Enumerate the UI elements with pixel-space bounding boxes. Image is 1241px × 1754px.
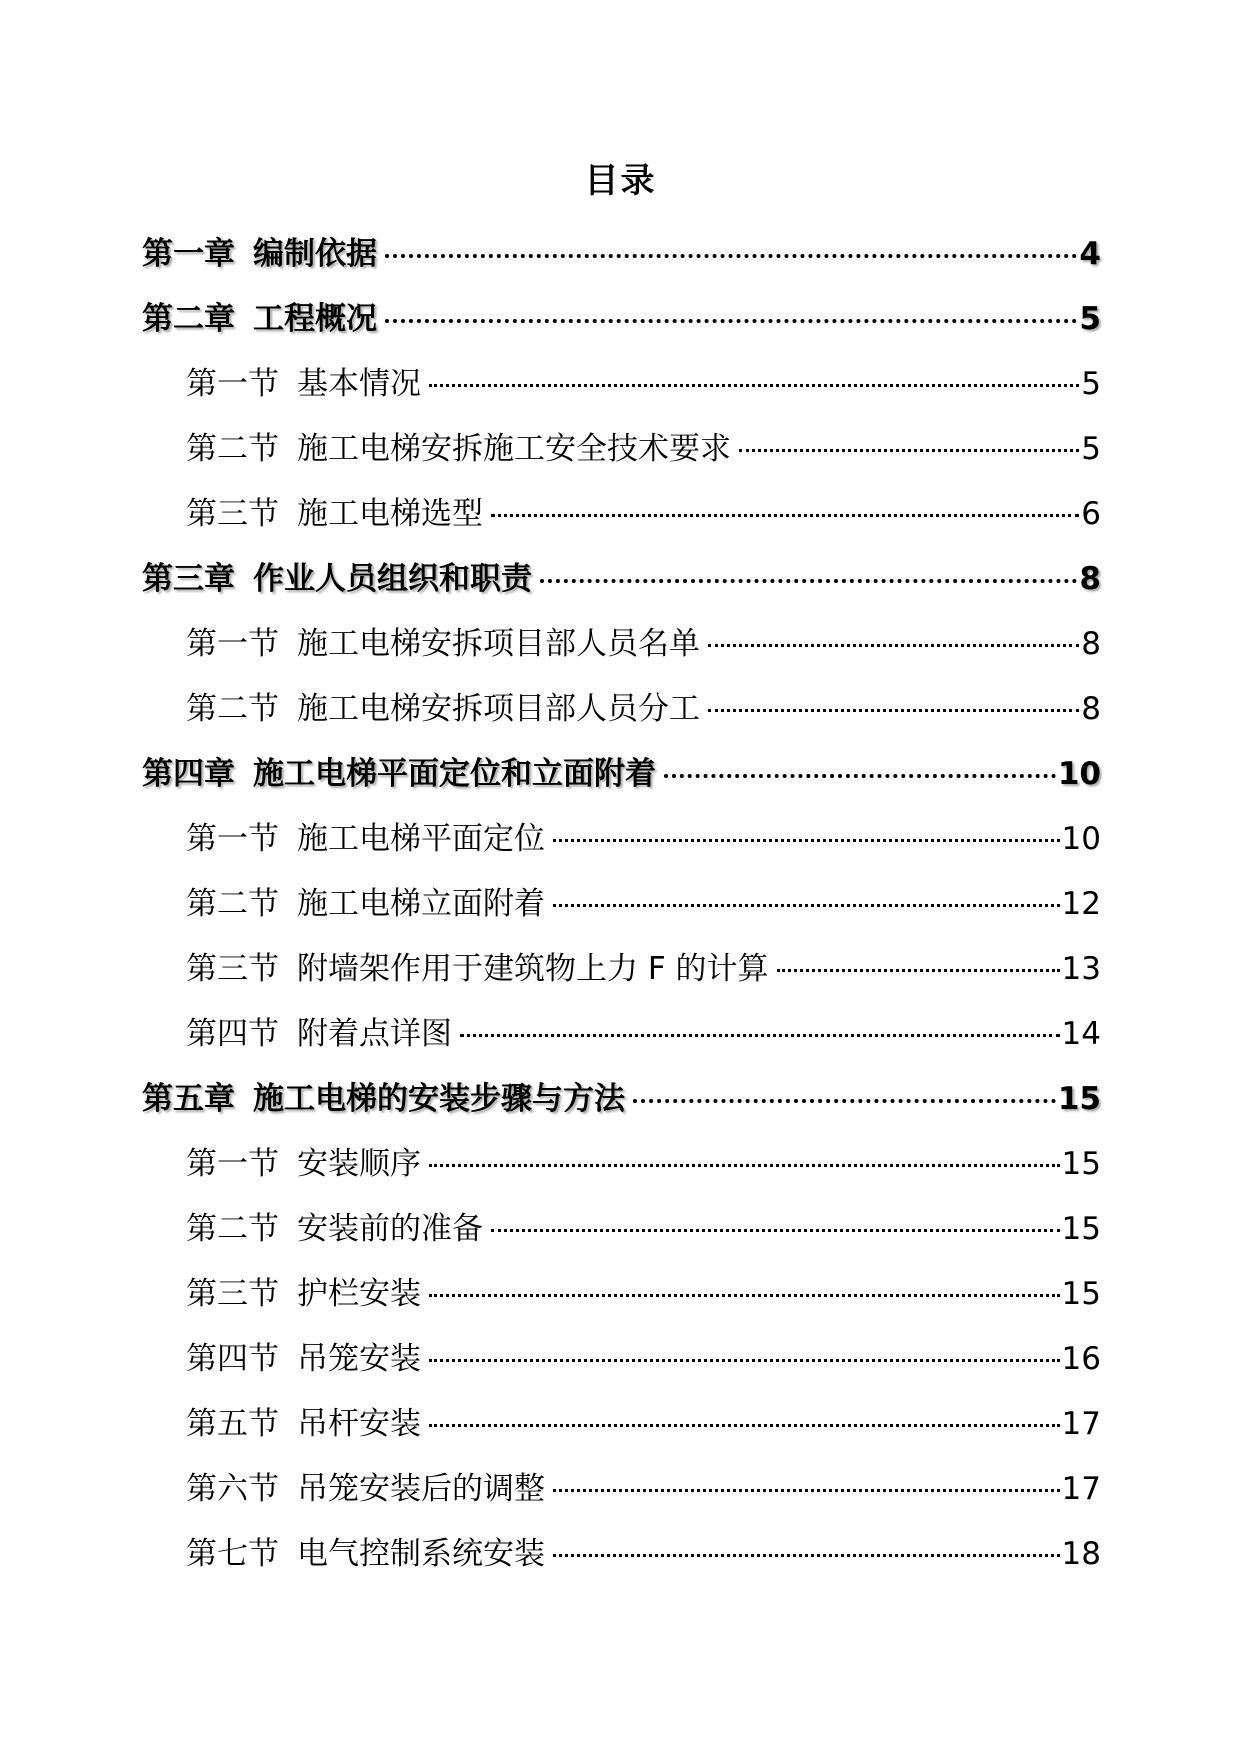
toc-page-number: 6: [1081, 496, 1101, 532]
toc-chapter-entry[interactable]: [0, 1067, 1241, 1132]
toc-entry-label: [142, 222, 377, 287]
toc-section-entry[interactable]: [0, 1262, 1241, 1327]
toc-dot-leader: [385, 254, 1077, 258]
toc-entry-number: 第一节: [186, 1146, 279, 1182]
toc-entry-title: 安装顺序: [297, 1146, 421, 1182]
toc-page-number: 13: [1061, 951, 1101, 987]
toc-page-number: 15: [1061, 1146, 1101, 1182]
toc-entry-label: [186, 807, 545, 872]
toc-list: [0, 222, 1241, 1587]
toc-page-number: 15: [1057, 1081, 1101, 1117]
toc-entry-label: [186, 417, 731, 482]
toc-entry-label: [186, 1262, 421, 1327]
toc-page-number: 8: [1081, 626, 1101, 662]
toc-dot-leader: [429, 384, 1079, 387]
toc-entry-number: 第四节: [186, 1341, 279, 1377]
toc-entry-number: 第二节: [186, 431, 279, 467]
toc-page-number: 10: [1061, 821, 1101, 857]
toc-page-number: 14: [1061, 1016, 1101, 1052]
toc-chapter-entry[interactable]: [0, 742, 1241, 807]
toc-dot-leader: [633, 1099, 1056, 1103]
toc-entry-title: 吊笼安装后的调整: [297, 1471, 545, 1507]
toc-entry-number: 第二节: [186, 691, 279, 727]
toc-section-entry[interactable]: [0, 352, 1241, 417]
toc-entry-title: 吊笼安装: [297, 1341, 421, 1377]
toc-section-entry[interactable]: [0, 1002, 1241, 1067]
toc-entry-label: [142, 287, 377, 352]
toc-dot-leader: [429, 1294, 1060, 1297]
toc-entry-title: 施工电梯安拆项目部人员分工: [297, 691, 700, 727]
toc-entry-label: [186, 1392, 421, 1457]
toc-entry-title: 施工电梯安拆项目部人员名单: [297, 626, 700, 662]
toc-entry-number: 第一章: [142, 236, 235, 272]
toc-entry-label: [186, 872, 545, 937]
toc-dot-leader: [553, 839, 1060, 842]
toc-page-number: 8: [1079, 561, 1101, 597]
toc-entry-number: 第三节: [186, 1276, 279, 1312]
toc-section-entry[interactable]: [0, 1132, 1241, 1197]
toc-page-number: 17: [1061, 1406, 1101, 1442]
toc-entry-label: [186, 1002, 452, 1067]
toc-section-entry[interactable]: [0, 1457, 1241, 1522]
toc-entry-label: [186, 1457, 545, 1522]
toc-dot-leader: [553, 1554, 1060, 1557]
toc-entry-number: 第五章: [142, 1081, 235, 1117]
toc-section-entry[interactable]: [0, 677, 1241, 742]
toc-entry-title: 工程概况: [253, 301, 377, 337]
toc-page-number: 10: [1057, 756, 1101, 792]
toc-entry-title: 施工电梯选型: [297, 496, 483, 532]
toc-section-entry[interactable]: [0, 1197, 1241, 1262]
toc-dot-leader: [460, 1034, 1060, 1037]
toc-section-entry[interactable]: [0, 612, 1241, 677]
toc-entry-title: 施工电梯平面定位和立面附着: [253, 756, 656, 792]
toc-entry-label: [186, 937, 769, 1002]
toc-entry-title: 附着点详图: [297, 1016, 452, 1052]
toc-dot-leader: [540, 579, 1077, 583]
toc-page-number: 17: [1061, 1471, 1101, 1507]
toc-entry-title: 电气控制系统安装: [297, 1536, 545, 1572]
toc-section-entry[interactable]: [0, 1327, 1241, 1392]
toc-entry-number: 第二节: [186, 886, 279, 922]
toc-entry-title: 基本情况: [297, 366, 421, 402]
toc-entry-label: [142, 742, 656, 807]
toc-section-entry[interactable]: [0, 937, 1241, 1002]
toc-section-entry[interactable]: [0, 807, 1241, 872]
toc-page-number: 5: [1081, 431, 1101, 467]
toc-entry-label: [186, 1132, 421, 1197]
toc-entry-label: [186, 1197, 483, 1262]
toc-entry-label: [142, 547, 532, 612]
toc-entry-number: 第二章: [142, 301, 235, 337]
toc-title: 目录: [584, 161, 657, 201]
toc-entry-title: 编制依据: [253, 236, 377, 272]
toc-entry-number: 第三节: [186, 951, 279, 987]
toc-dot-leader: [708, 644, 1079, 647]
toc-dot-leader: [664, 774, 1056, 778]
toc-entry-title: 施工电梯立面附着: [297, 886, 545, 922]
toc-page-number: 4: [1079, 236, 1101, 272]
toc-entry-title: 吊杆安装: [297, 1406, 421, 1442]
toc-entry-number: 第二节: [186, 1211, 279, 1247]
toc-entry-title: 施工电梯平面定位: [297, 821, 545, 857]
toc-entry-label: [186, 1327, 421, 1392]
toc-section-entry[interactable]: [0, 1522, 1241, 1587]
toc-entry-number: 第四章: [142, 756, 235, 792]
toc-chapter-entry[interactable]: [0, 222, 1241, 287]
toc-entry-label: [186, 1522, 545, 1587]
toc-chapter-entry[interactable]: [0, 287, 1241, 352]
toc-dot-leader: [429, 1164, 1060, 1167]
toc-entry-label: [186, 352, 421, 417]
toc-entry-number: 第五节: [186, 1406, 279, 1442]
toc-entry-number: 第七节: [186, 1536, 279, 1572]
toc-page-number: 18: [1061, 1536, 1101, 1572]
toc-dot-leader: [708, 709, 1079, 712]
toc-dot-leader: [777, 969, 1060, 972]
toc-entry-title: 施工电梯安拆施工安全技术要求: [297, 431, 731, 467]
toc-entry-title: 护栏安装: [297, 1276, 421, 1312]
toc-entry-label: [186, 612, 700, 677]
toc-chapter-entry[interactable]: [0, 547, 1241, 612]
toc-entry-number: 第一节: [186, 821, 279, 857]
toc-entry-number: 第六节: [186, 1471, 279, 1507]
toc-dot-leader: [553, 904, 1060, 907]
toc-page-number: 12: [1061, 886, 1101, 922]
toc-entry-label: [142, 1067, 625, 1132]
toc-entry-title: 附墙架作用于建筑物上力 F 的计算: [297, 951, 769, 987]
toc-entry-title: 作业人员组织和职责: [253, 561, 532, 597]
toc-entry-title: 安装前的准备: [297, 1211, 483, 1247]
toc-page-number: 16: [1061, 1341, 1101, 1377]
toc-dot-leader: [553, 1489, 1060, 1492]
toc-entry-number: 第三章: [142, 561, 235, 597]
toc-page-number: 5: [1081, 366, 1101, 402]
toc-entry-number: 第一节: [186, 626, 279, 662]
toc-dot-leader: [385, 319, 1077, 323]
toc-dot-leader: [429, 1359, 1060, 1362]
toc-entry-number: 第四节: [186, 1016, 279, 1052]
toc-section-entry[interactable]: [0, 1392, 1241, 1457]
toc-entry-number: 第一节: [186, 366, 279, 402]
toc-entry-title: 施工电梯的安装步骤与方法: [253, 1081, 625, 1117]
toc-page-number: 15: [1061, 1276, 1101, 1312]
toc-entry-label: [186, 677, 700, 742]
toc-dot-leader: [491, 1229, 1060, 1232]
toc-entry-number: 第三节: [186, 496, 279, 532]
toc-section-entry[interactable]: [0, 482, 1241, 547]
toc-page-number: 8: [1081, 691, 1101, 727]
toc-dot-leader: [491, 514, 1079, 517]
toc-page-number: 5: [1079, 301, 1101, 337]
toc-page-number: 15: [1061, 1211, 1101, 1247]
toc-entry-label: [186, 482, 483, 547]
toc-section-entry[interactable]: [0, 872, 1241, 937]
toc-dot-leader: [739, 449, 1079, 452]
toc-dot-leader: [429, 1424, 1060, 1427]
toc-section-entry[interactable]: [0, 417, 1241, 482]
